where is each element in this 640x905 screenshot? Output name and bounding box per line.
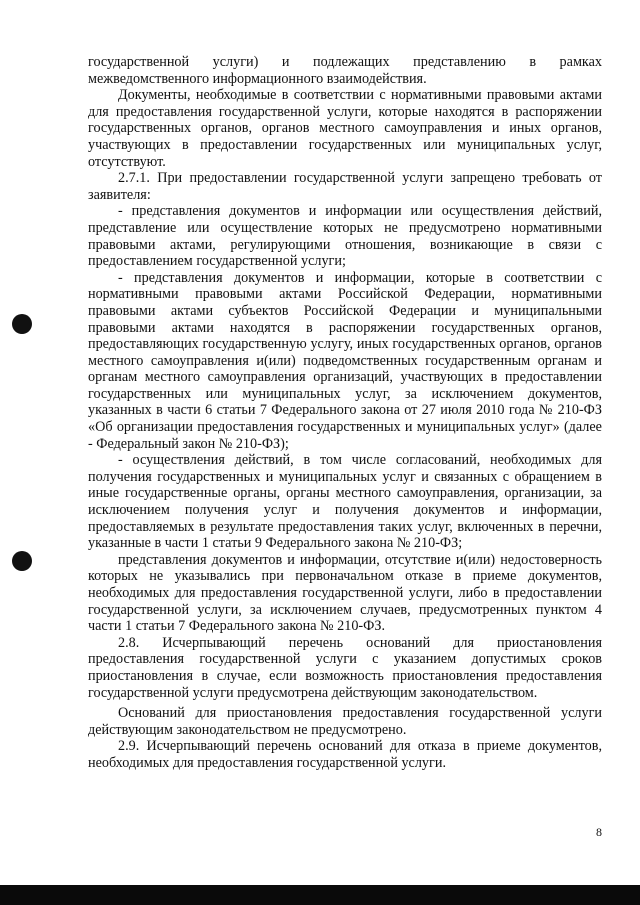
punch-hole-mark [12, 314, 32, 334]
paragraph-no-suspension: Оснований для приостановления предоставления государственной услуги действующим законодательством не предусмотрено. [88, 705, 602, 738]
paragraph-2-7-1: 2.7.1. При предоставлении государственной услуги запрещено требовать от заявителя: [88, 170, 602, 203]
paragraph-documents: Документы, необходимые в соответствии с нормативными правовыми актами для предоставления государственной услуги, которые находятся в распоряжении государственных органов, органов местного самоуправления и иных органов, участвующих в предоставлении государственных или муниципальных услуг, отсутствуют. [88, 87, 602, 170]
paragraph-2-8: 2.8. Исчерпывающий перечень оснований для приостановления предоставления государственной услуги с указанием допустимых сроков приостановления в случае, если возможность приостановления предоставления государственной услуги предусмотрена действующим законодательством. [88, 634, 602, 701]
punch-hole-mark [12, 551, 32, 571]
paragraph-continuation: государственной услуги) и подлежащих представлению в рамках межведомственного информационного взаимодействия. [88, 54, 602, 87]
document-body [88, 54, 602, 772]
paragraph-2-9: 2.9. Исчерпывающий перечень оснований для отказа в приеме документов, необходимых для предоставления государственной услуги. [88, 738, 602, 771]
list-item-requirement-3: - осуществления действий, в том числе согласований, необходимых для получения государственных и муниципальных услуг и связанных с обращением в иные государственные органы, органы местного самоуправления, организации, за исключением получения услуг и получения документов и информации, предоставляемых в результате предоставления таких услуг, включенных в перечни, указанные в части 1 статьи 9 Федерального закона № 210-ФЗ; [88, 452, 602, 552]
page-number: 8 [596, 825, 602, 839]
list-item-requirement-2: - представления документов и информации, которые в соответствии с нормативными правовыми актами Российской Федерации, нормативными правовыми актами субъектов Российской Федерации и муниципальными правовыми актами находятся в распоряжении государственных органов, предоставляющих государственную услугу, иных государственных органов, органов местного самоуправления и(или) подведомственных государственным органам и органам местного самоуправления организаций, участвующих в предоставлении государственных или муниципальных услуг, за исключением документов, указанных в части 6 статьи 7 Федерального закона от 27 июля 2010 года № 210-ФЗ «Об организации предоставления государственных и муниципальных услуг» (далее - Федеральный закон № 210-ФЗ); [88, 269, 602, 452]
list-item-requirement-1: - представления документов и информации или осуществления действий, представление или осуществление которых не предусмотрено нормативными правовыми актами, регулирующими отношения, возникающие в связи с предоставлением государственной услуги; [88, 203, 602, 270]
list-item-requirement-4: представления документов и информации, отсутствие и(или) недостоверность которых не указывались при первоначальном отказе в приеме документов, необходимых для предоставления государственной услуги, либо в предоставлении государственной услуги, за исключением случаев, предусмотренных пунктом 4 части 1 статьи 7 Федерального закона № 210-ФЗ. [88, 551, 602, 635]
scan-border-bottom [0, 885, 640, 905]
